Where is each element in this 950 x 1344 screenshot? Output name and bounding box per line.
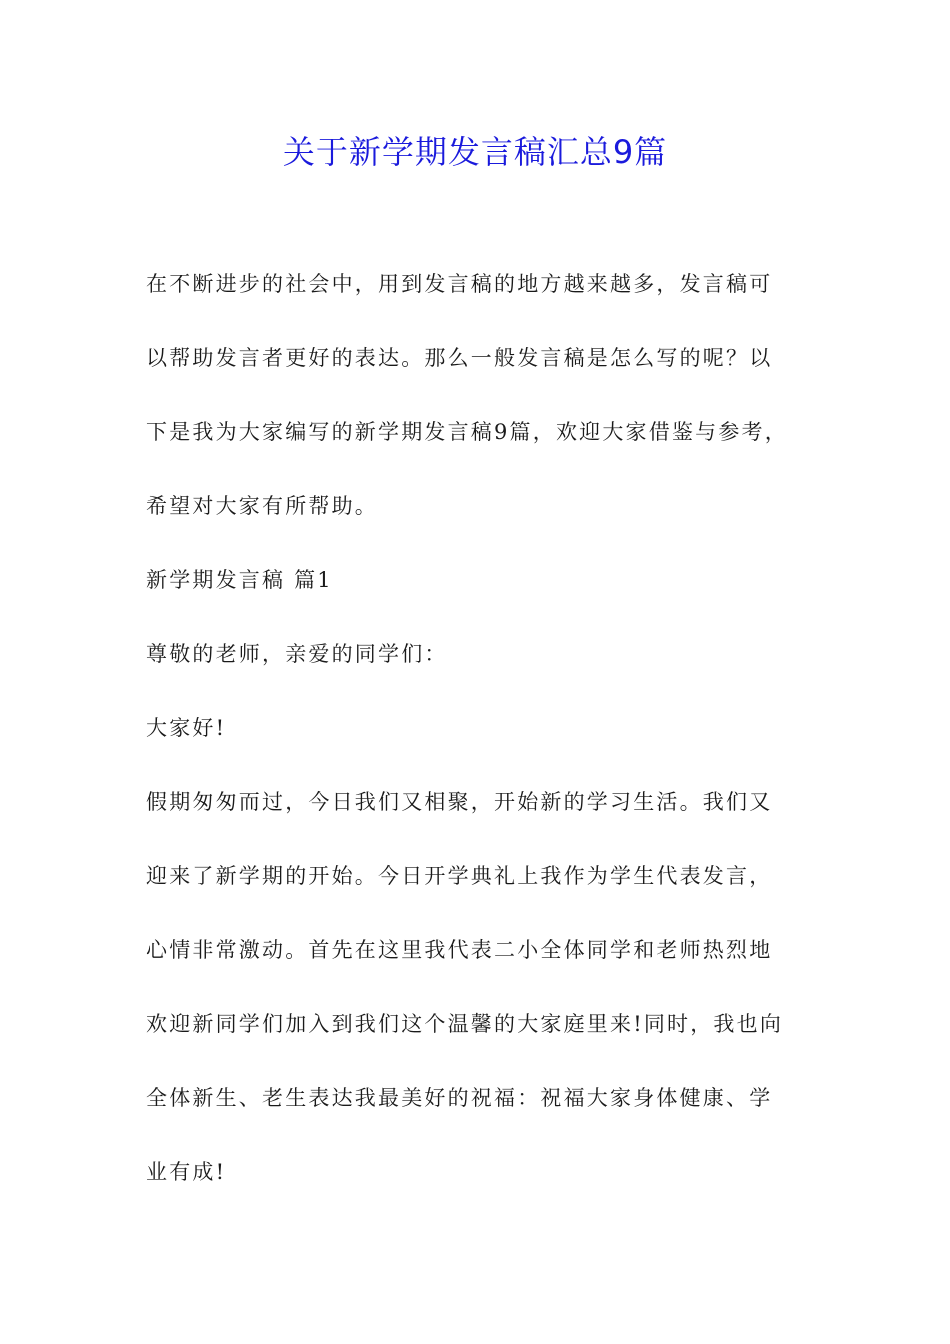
document-body — [146, 260, 810, 1222]
salutation-line: 尊敬的老师，亲爱的同学们： — [146, 642, 448, 666]
paragraph-line: 迎来了新学期的开始。今日开学典礼上我作为学生代表发言， — [146, 864, 773, 888]
paragraph-line: 心情非常激动。首先在这里我代表二小全体同学和老师热烈地 — [146, 938, 773, 962]
paragraph-line: 在不断进步的社会中，用到发言稿的地方越来越多，发言稿可 — [146, 272, 773, 296]
section-heading: 新学期发言稿 篇1 — [146, 568, 333, 592]
paragraph-line: 下是我为大家编写的新学期发言稿9篇，欢迎大家借鉴与参考， — [146, 420, 788, 444]
paragraph-line: 全体新生、老生表达我最美好的祝福：祝福大家身体健康、学 — [146, 1086, 773, 1110]
greeting-line: 大家好! — [146, 716, 227, 740]
paragraph-line: 假期匆匆而过，今日我们又相聚，开始新的学习生活。我们又 — [146, 790, 773, 814]
paragraph-line: 以帮助发言者更好的表达。那么一般发言稿是怎么写的呢？以 — [146, 346, 773, 370]
paragraph-line: 欢迎新同学们加入到我们这个温馨的大家庭里来!同时，我也向 — [146, 1012, 784, 1036]
paragraph-line: 业有成! — [146, 1160, 227, 1184]
paragraph-line: 希望对大家有所帮助。 — [146, 494, 378, 518]
document-title: 关于新学期发言稿汇总9篇 — [282, 133, 668, 171]
